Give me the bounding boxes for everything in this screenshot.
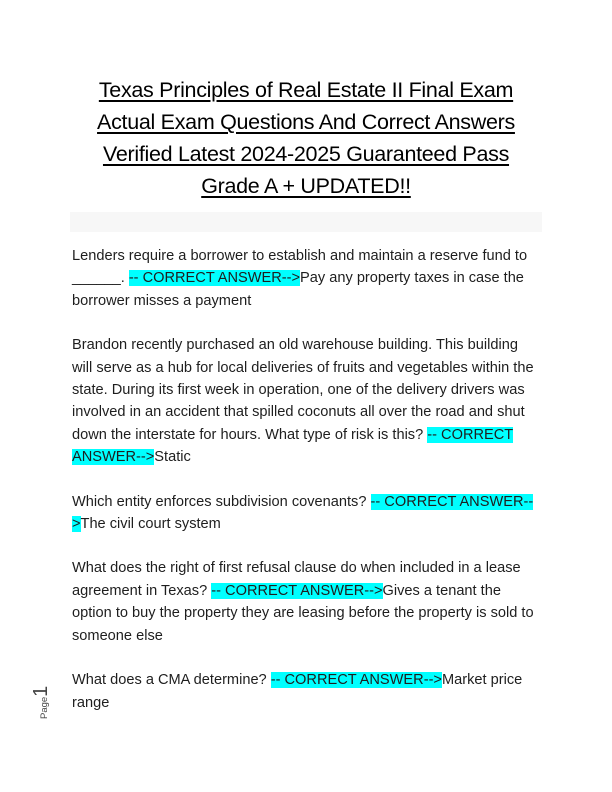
answer-text: Market price range — [72, 672, 523, 711]
document-title — [72, 74, 540, 202]
answer-text: Pay any property taxes in case the borrower misses a payment — [72, 270, 524, 309]
title-line: Actual Exam Questions And Correct Answers — [97, 110, 515, 134]
answer-text: Gives a tenant the option to buy the property they are leasing before the property is sold to someone else — [72, 582, 534, 644]
answer-text: The civil court system — [80, 516, 221, 533]
question-list — [72, 245, 542, 736]
answer-text: Static — [154, 449, 191, 466]
title-line: Grade A + UPDATED!! — [201, 174, 411, 198]
question-text: Lenders require a borrower to establish and maintain a reserve fund to ______. — [72, 248, 528, 287]
question-item — [72, 334, 542, 468]
page-label: Page — [39, 696, 50, 719]
correct-answer-marker: -- CORRECT ANSWER--> — [128, 270, 301, 287]
question-item — [72, 669, 542, 714]
correct-answer-marker: -- CORRECT ANSWER--> — [211, 582, 383, 599]
question-item — [72, 557, 542, 647]
page-number-marker — [30, 683, 52, 719]
question-text: Which entity enforces subdivision covenants? — [72, 493, 371, 510]
shaded-separator — [70, 212, 542, 232]
question-text: What does the right of first refusal clause do when included in a lease agreement in Texas? — [72, 560, 521, 599]
correct-answer-marker: -- CORRECT ANSWER--> — [72, 426, 514, 466]
question-text: Brandon recently purchased an old warehouse building. This building will serve as a hub for local deliveries of fruits and vegetables within the state. During its first week in operation, one of the delivery drivers was involved in an accident that spilled coconuts all over the road and shut down the interstate for hours. What type of risk is this? — [72, 337, 534, 443]
correct-answer-marker: -- CORRECT ANSWER--> — [270, 672, 442, 689]
question-item — [72, 245, 542, 312]
correct-answer-marker: -- CORRECT ANSWER--> — [72, 493, 534, 533]
title-line: Verified Latest 2024-2025 Guaranteed Pass — [102, 142, 510, 166]
question-item — [72, 491, 542, 536]
title-line: Texas Principles of Real Estate II Final Exam — [98, 78, 514, 102]
question-text: What does a CMA determine? — [72, 672, 271, 689]
page-number: 1 — [30, 685, 52, 697]
